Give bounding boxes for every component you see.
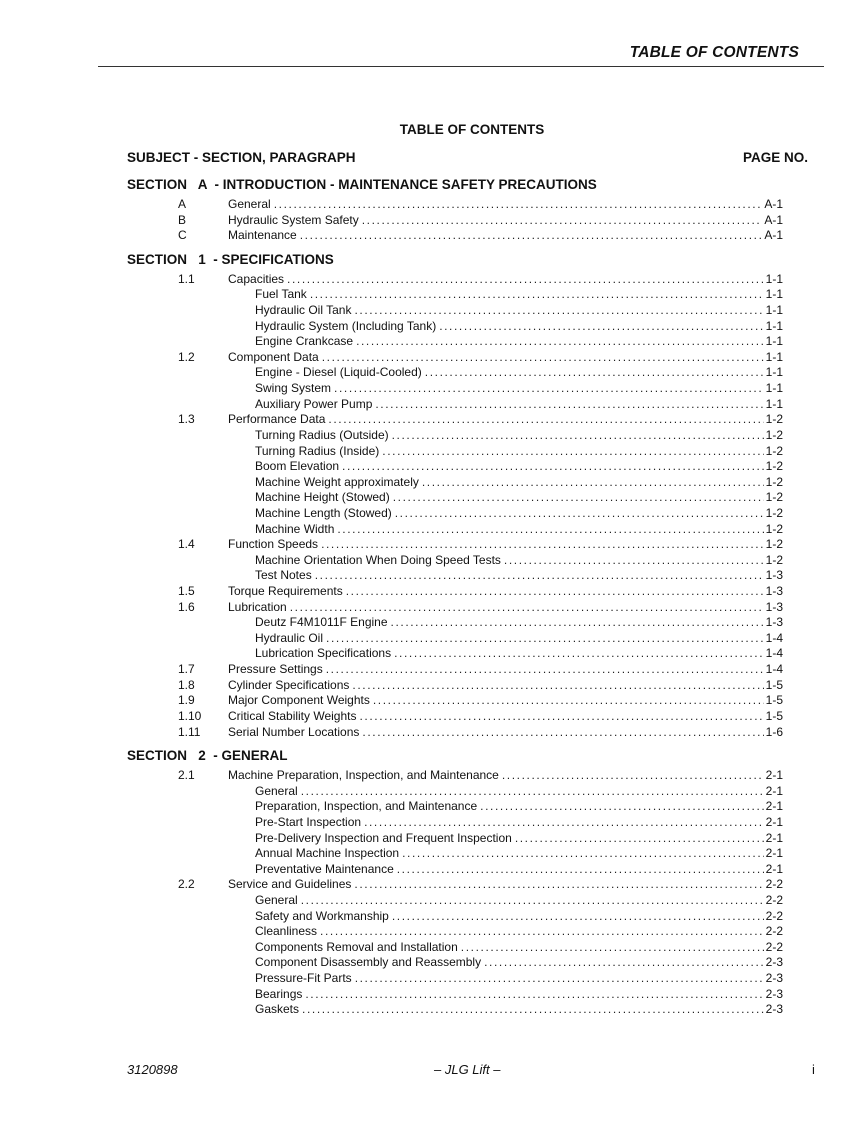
toc-subentry[interactable]	[127, 846, 783, 862]
entry-label: Machine Width	[255, 521, 335, 536]
toc-subentry[interactable]	[127, 893, 783, 909]
entry-line	[228, 228, 783, 244]
entry-line	[255, 459, 783, 475]
entry-number: 1.10	[178, 708, 202, 723]
entry-page: 1-2	[765, 474, 783, 489]
dot-leader	[310, 287, 764, 303]
entry-page: 1-1	[765, 396, 783, 411]
entry-label: Preparation, Inspection, and Maintenance	[255, 799, 478, 814]
entry-label: Swing System	[255, 381, 332, 396]
toc-subentry[interactable]	[127, 319, 783, 335]
entry-line	[255, 522, 783, 538]
toc-title: TABLE OF CONTENTS	[399, 122, 545, 137]
footer-brand: – JLG Lift –	[434, 1062, 501, 1077]
entry-page: 1-1	[765, 287, 783, 302]
dot-leader	[439, 319, 763, 335]
entry-line	[255, 799, 783, 815]
dot-leader	[302, 1002, 764, 1018]
entry-line	[255, 568, 783, 584]
entry-page: 1-3	[765, 599, 783, 614]
toc-subentry[interactable]	[127, 909, 783, 925]
entry-label: Machine Height (Stowed)	[255, 490, 390, 505]
toc-subentry[interactable]	[127, 553, 783, 569]
dot-leader	[290, 600, 764, 616]
entry-page: 1-4	[765, 630, 783, 645]
dot-leader	[373, 693, 764, 709]
toc-entry[interactable]	[127, 537, 783, 553]
toc-subentry[interactable]	[127, 1002, 783, 1018]
entry-label: Pressure-Fit Parts	[255, 971, 352, 986]
toc-subentry[interactable]	[127, 444, 783, 460]
entry-label: Torque Requirements	[228, 584, 343, 599]
toc-entry[interactable]	[127, 725, 783, 741]
entry-label: Cylinder Specifications	[228, 677, 350, 692]
entry-label: Lubrication	[228, 599, 287, 614]
dot-leader	[362, 213, 763, 229]
entry-number: 1.7	[178, 662, 195, 677]
section-heading: SECTION 2 - GENERAL	[127, 748, 288, 764]
toc-subentry[interactable]	[127, 568, 783, 584]
entry-label: Test Notes	[255, 568, 312, 583]
entry-line	[255, 319, 783, 335]
entry-label: Preventative Maintenance	[255, 861, 394, 876]
entry-page: 1-5	[765, 708, 783, 723]
toc-subentry[interactable]	[127, 287, 783, 303]
entry-line	[255, 831, 783, 847]
entry-line	[255, 971, 783, 987]
entry-line	[228, 600, 783, 616]
dot-leader	[382, 444, 763, 460]
entry-line	[255, 987, 783, 1003]
toc-subentry[interactable]	[127, 924, 783, 940]
dot-leader	[352, 678, 763, 694]
entry-number: A	[178, 197, 187, 211]
entry-label: General	[228, 197, 271, 211]
toc-subentry[interactable]	[127, 397, 783, 413]
entry-line	[228, 213, 783, 229]
toc-entry[interactable]	[127, 678, 783, 694]
entry-page: A-1	[764, 212, 783, 227]
dot-leader	[480, 799, 764, 815]
entry-number: B	[178, 212, 187, 227]
entry-line	[255, 475, 783, 491]
entry-line	[255, 846, 783, 862]
dot-leader	[461, 940, 764, 956]
entry-label: Maintenance	[228, 228, 297, 243]
entry-line	[255, 940, 783, 956]
toc-subentry[interactable]	[127, 784, 783, 800]
entry-label: Annual Machine Inspection	[255, 846, 400, 861]
entry-line	[255, 334, 783, 350]
toc-subentry[interactable]	[127, 631, 783, 647]
entry-label: Pre-Start Inspection	[255, 814, 362, 829]
entry-label: Engine Crankcase	[255, 334, 354, 349]
toc-entry[interactable]	[127, 877, 783, 893]
dot-leader	[393, 490, 764, 506]
entry-page: 1-1	[765, 334, 783, 349]
entry-label: Hydraulic Oil Tank	[255, 303, 352, 318]
entry-label: Component Disassembly and Reassembly	[255, 955, 482, 970]
entry-line	[255, 428, 783, 444]
entry-page: 1-1	[765, 303, 783, 318]
entry-label: Turning Radius (Inside)	[255, 443, 380, 458]
dot-leader	[397, 862, 764, 878]
entry-page: 1-3	[765, 584, 783, 599]
entry-label: Turning Radius (Outside)	[255, 427, 389, 442]
toc-subentry[interactable]	[127, 459, 783, 475]
dot-leader	[320, 924, 764, 940]
entry-page: 2-1	[765, 814, 783, 829]
dot-leader	[425, 365, 764, 381]
dot-leader	[315, 568, 764, 584]
entry-page: 2-3	[765, 955, 783, 970]
toc-subentry[interactable]	[127, 815, 783, 831]
toc-subentry[interactable]	[127, 428, 783, 444]
toc-subentry[interactable]	[127, 987, 783, 1003]
entry-line	[255, 909, 783, 925]
dot-leader	[342, 459, 764, 475]
entry-page: 1-5	[765, 693, 783, 708]
entry-page: 2-1	[765, 799, 783, 814]
entry-label: Major Component Weights	[228, 693, 370, 708]
entry-label: Service and Guidelines	[228, 877, 352, 892]
dot-leader	[356, 334, 764, 350]
dot-leader	[359, 709, 763, 725]
entry-line	[255, 303, 783, 319]
toc-entry[interactable]	[127, 272, 783, 288]
entry-page: 1-2	[765, 490, 783, 505]
toc-subentry[interactable]	[127, 831, 783, 847]
dot-leader	[287, 272, 764, 288]
entry-line	[255, 631, 783, 647]
dot-leader	[321, 537, 764, 553]
footer-page-number: i	[812, 1062, 815, 1077]
entry-line	[255, 815, 783, 831]
entry-line	[228, 678, 783, 694]
entry-line	[255, 615, 783, 631]
dot-leader	[334, 381, 764, 397]
entry-label: Machine Length (Stowed)	[255, 505, 392, 520]
entry-number: 1.4	[178, 537, 195, 552]
entry-page: 1-2	[765, 505, 783, 520]
toc-entry[interactable]	[127, 350, 783, 366]
toc-subentry[interactable]	[127, 303, 783, 319]
entry-line	[228, 350, 783, 366]
dot-leader	[362, 725, 763, 741]
entry-number: 1.8	[178, 677, 195, 692]
entry-label: Hydraulic System (Including Tank)	[255, 318, 437, 333]
entry-line	[228, 272, 783, 288]
entry-line	[255, 444, 783, 460]
dot-leader	[322, 350, 764, 366]
entry-line	[228, 584, 783, 600]
entry-page: 2-1	[765, 768, 783, 783]
entry-label: Engine - Diesel (Liquid-Cooled)	[255, 365, 422, 380]
entry-label: Machine Weight approximately	[255, 474, 419, 489]
entry-page: 1-1	[765, 349, 783, 364]
entry-label: General	[255, 783, 298, 798]
entry-label: Safety and Workmanship	[255, 908, 389, 923]
entry-page: 1-6	[765, 724, 783, 739]
entry-line	[255, 646, 783, 662]
header-rule	[98, 66, 824, 67]
entry-line	[228, 877, 783, 893]
entry-page: 2-1	[765, 830, 783, 845]
section-heading: SECTION A - INTRODUCTION - MAINTENANCE SAFETY PRECAUTIONS	[127, 177, 597, 192]
dot-leader	[391, 615, 764, 631]
dot-leader	[392, 909, 764, 925]
toc-entry[interactable]	[127, 768, 783, 784]
entry-page: 2-2	[765, 924, 783, 939]
entry-line	[228, 197, 783, 213]
toc-entry[interactable]	[127, 228, 783, 244]
entry-line	[255, 784, 783, 800]
dot-leader	[504, 553, 764, 569]
dot-leader	[402, 846, 764, 862]
entry-line	[228, 693, 783, 709]
entry-page: A-1	[764, 197, 783, 211]
entry-page: 2-3	[765, 1002, 783, 1017]
entry-page: 1-1	[765, 318, 783, 333]
entry-line	[255, 955, 783, 971]
toc-entry[interactable]	[127, 197, 783, 213]
toc-subentry[interactable]	[127, 615, 783, 631]
toc-subentry[interactable]	[127, 334, 783, 350]
entry-label: Pre-Delivery Inspection and Frequent Inspection	[255, 830, 512, 845]
entry-page: 1-4	[765, 646, 783, 661]
dot-leader	[326, 662, 764, 678]
dot-leader	[394, 646, 764, 662]
dot-leader	[300, 228, 763, 244]
dot-leader	[326, 631, 764, 647]
entry-label: Serial Number Locations	[228, 724, 360, 739]
entry-line	[255, 490, 783, 506]
entry-label: Machine Orientation When Doing Speed Tests	[255, 552, 501, 567]
entry-page: 1-2	[765, 443, 783, 458]
entry-line	[228, 412, 783, 428]
toc-entry[interactable]	[127, 213, 783, 229]
toc-subentry[interactable]	[127, 955, 783, 971]
entry-page: 2-1	[765, 783, 783, 798]
entry-page: 1-2	[765, 412, 783, 427]
entry-label: Pressure Settings	[228, 662, 323, 677]
entry-line	[255, 506, 783, 522]
footer-doc-number: 3120898	[127, 1062, 178, 1077]
entry-label: Bearings	[255, 986, 303, 1001]
entry-label: Critical Stability Weights	[228, 708, 357, 723]
entry-label: Lubrication Specifications	[255, 646, 392, 661]
toc-subentry[interactable]	[127, 971, 783, 987]
entry-line	[255, 893, 783, 909]
dot-leader	[346, 584, 764, 600]
toc-subentry[interactable]	[127, 506, 783, 522]
entry-page: 1-1	[765, 365, 783, 380]
entry-number: 1.9	[178, 693, 195, 708]
dot-leader	[337, 522, 763, 538]
entry-page: 2-2	[765, 892, 783, 907]
toc-entry[interactable]	[127, 693, 783, 709]
entry-page: 1-2	[765, 537, 783, 552]
toc-entry[interactable]	[127, 662, 783, 678]
entry-label: Hydraulic Oil	[255, 630, 324, 645]
entry-line	[228, 537, 783, 553]
toc-subentry[interactable]	[127, 365, 783, 381]
entry-line	[228, 709, 783, 725]
entry-label: Auxiliary Power Pump	[255, 396, 373, 411]
entry-line	[228, 725, 783, 741]
column-header-page: PAGE NO.	[742, 150, 808, 165]
entry-label: Gaskets	[255, 1002, 300, 1017]
column-header-subject: SUBJECT - SECTION, PARAGRAPH	[127, 150, 356, 165]
entry-label: Components Removal and Installation	[255, 939, 458, 954]
entry-page: 1-1	[765, 271, 783, 286]
toc-subentry[interactable]	[127, 522, 783, 538]
dot-leader	[392, 428, 764, 444]
dot-leader	[301, 893, 764, 909]
toc-subentry[interactable]	[127, 475, 783, 491]
section-heading: SECTION 1 - SPECIFICATIONS	[127, 251, 334, 267]
toc-entry[interactable]	[127, 600, 783, 616]
entry-page: 2-3	[765, 986, 783, 1001]
entry-line	[255, 553, 783, 569]
entry-page: 2-1	[765, 846, 783, 861]
entry-number: 1.3	[178, 412, 195, 427]
toc-list	[127, 170, 783, 1018]
dot-leader	[484, 955, 764, 971]
dot-leader	[354, 877, 763, 893]
toc-subentry[interactable]	[127, 646, 783, 662]
dot-leader	[328, 412, 763, 428]
entry-page: 1-2	[765, 552, 783, 567]
entry-label: Performance Data	[228, 412, 326, 427]
entry-number: 1.11	[178, 724, 201, 739]
entry-number: 2.1	[178, 768, 195, 783]
entry-label: Boom Elevation	[255, 459, 340, 474]
entry-number: C	[178, 228, 187, 243]
entry-line	[255, 924, 783, 940]
dot-leader	[354, 303, 763, 319]
entry-line	[255, 862, 783, 878]
entry-page: 2-2	[765, 939, 783, 954]
dot-leader	[395, 506, 764, 522]
entry-line	[228, 768, 783, 784]
entry-page: 1-3	[765, 568, 783, 583]
entry-number: 1.1	[178, 271, 195, 286]
toc-subentry[interactable]	[127, 940, 783, 956]
toc-subentry[interactable]	[127, 490, 783, 506]
entry-label: Function Speeds	[228, 537, 319, 552]
entry-label: Machine Preparation, Inspection, and Maintenance	[228, 768, 499, 783]
dot-leader	[355, 971, 764, 987]
entry-page: 2-2	[765, 908, 783, 923]
entry-line	[255, 381, 783, 397]
toc-subentry[interactable]	[127, 381, 783, 397]
entry-page: 1-1	[765, 381, 783, 396]
entry-label: Deutz F4M1011F Engine	[255, 615, 388, 630]
toc-entry[interactable]	[127, 709, 783, 725]
entry-number: 1.6	[178, 599, 195, 614]
entry-line	[255, 287, 783, 303]
entry-line	[255, 365, 783, 381]
entry-page: 2-3	[765, 971, 783, 986]
dot-leader	[274, 197, 763, 213]
entry-number: 1.5	[178, 584, 195, 599]
entry-line	[255, 397, 783, 413]
dot-leader	[301, 784, 764, 800]
dot-leader	[422, 475, 764, 491]
toc-subentry[interactable]	[127, 799, 783, 815]
entry-line	[228, 662, 783, 678]
entry-page: A-1	[764, 228, 783, 243]
entry-page: 1-3	[765, 615, 783, 630]
entry-number: 2.2	[178, 877, 195, 892]
toc-entry[interactable]	[127, 412, 783, 428]
entry-page: 1-5	[765, 677, 783, 692]
entry-label: Hydraulic System Safety	[228, 212, 359, 227]
dot-leader	[515, 831, 764, 847]
entry-page: 1-2	[765, 427, 783, 442]
entry-label: Fuel Tank	[255, 287, 307, 302]
entry-page: 2-2	[765, 877, 783, 892]
toc-subentry[interactable]	[127, 862, 783, 878]
entry-label: General	[255, 892, 298, 907]
toc-entry[interactable]	[127, 584, 783, 600]
entry-label: Component Data	[228, 349, 319, 364]
entry-page: 2-1	[765, 861, 783, 876]
entry-page: 1-2	[765, 459, 783, 474]
dot-leader	[502, 768, 764, 784]
entry-page: 1-4	[765, 662, 783, 677]
entry-label: Capacities	[228, 271, 285, 286]
entry-label: Cleanliness	[255, 924, 318, 939]
dot-leader	[375, 397, 763, 413]
entry-line	[255, 1002, 783, 1018]
dot-leader	[305, 987, 763, 1003]
entry-number: 1.2	[178, 349, 195, 364]
entry-page: 1-2	[765, 521, 783, 536]
running-header-title: TABLE OF CONTENTS	[629, 44, 799, 61]
dot-leader	[364, 815, 764, 831]
